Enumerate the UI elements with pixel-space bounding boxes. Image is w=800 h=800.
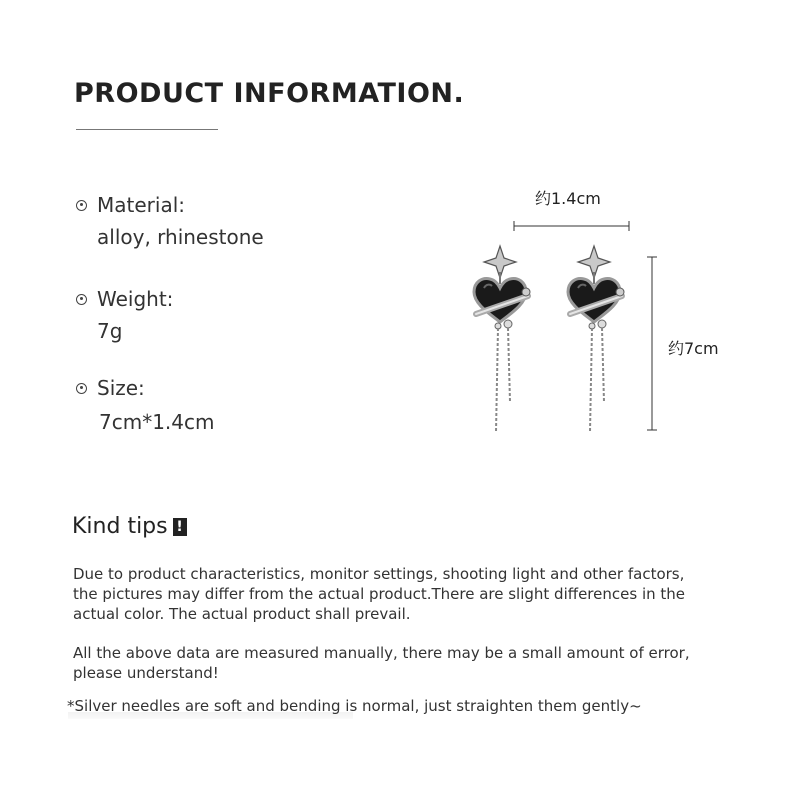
kind-tips-heading bbox=[72, 514, 187, 539]
spec-value: 7g bbox=[97, 319, 123, 343]
earring-right bbox=[568, 246, 624, 432]
spec-value: alloy, rhinestone bbox=[97, 225, 264, 249]
length-label: 约7cm bbox=[668, 339, 719, 358]
length-dimension-line bbox=[647, 257, 657, 430]
spec-label: Material: bbox=[97, 193, 185, 217]
kind-tips-title: Kind tips bbox=[72, 514, 168, 539]
page-title: PRODUCT INFORMATION. bbox=[74, 78, 465, 109]
exclamation-icon: ! bbox=[173, 518, 187, 536]
kind-tips-paragraph-2: All the above data are measured manually, there may be a small amount of error, please understand! bbox=[73, 644, 690, 682]
spec-value: 7cm*1.4cm bbox=[99, 410, 215, 434]
spec-label: Size: bbox=[97, 376, 145, 400]
note-text: *Silver needles are soft and bending is normal, just straighten them gently~ bbox=[67, 697, 642, 715]
width-dimension-line bbox=[514, 221, 629, 231]
earring-left bbox=[474, 246, 530, 432]
spec-label: Weight: bbox=[97, 287, 174, 311]
kind-tips-paragraph-1: Due to product characteristics, monitor settings, shooting light and other factors, the pictures may differ from the actual product.There are slight differences in the actual color. The actual product shall prevail. bbox=[73, 565, 685, 623]
width-label: 约1.4cm bbox=[535, 189, 601, 208]
